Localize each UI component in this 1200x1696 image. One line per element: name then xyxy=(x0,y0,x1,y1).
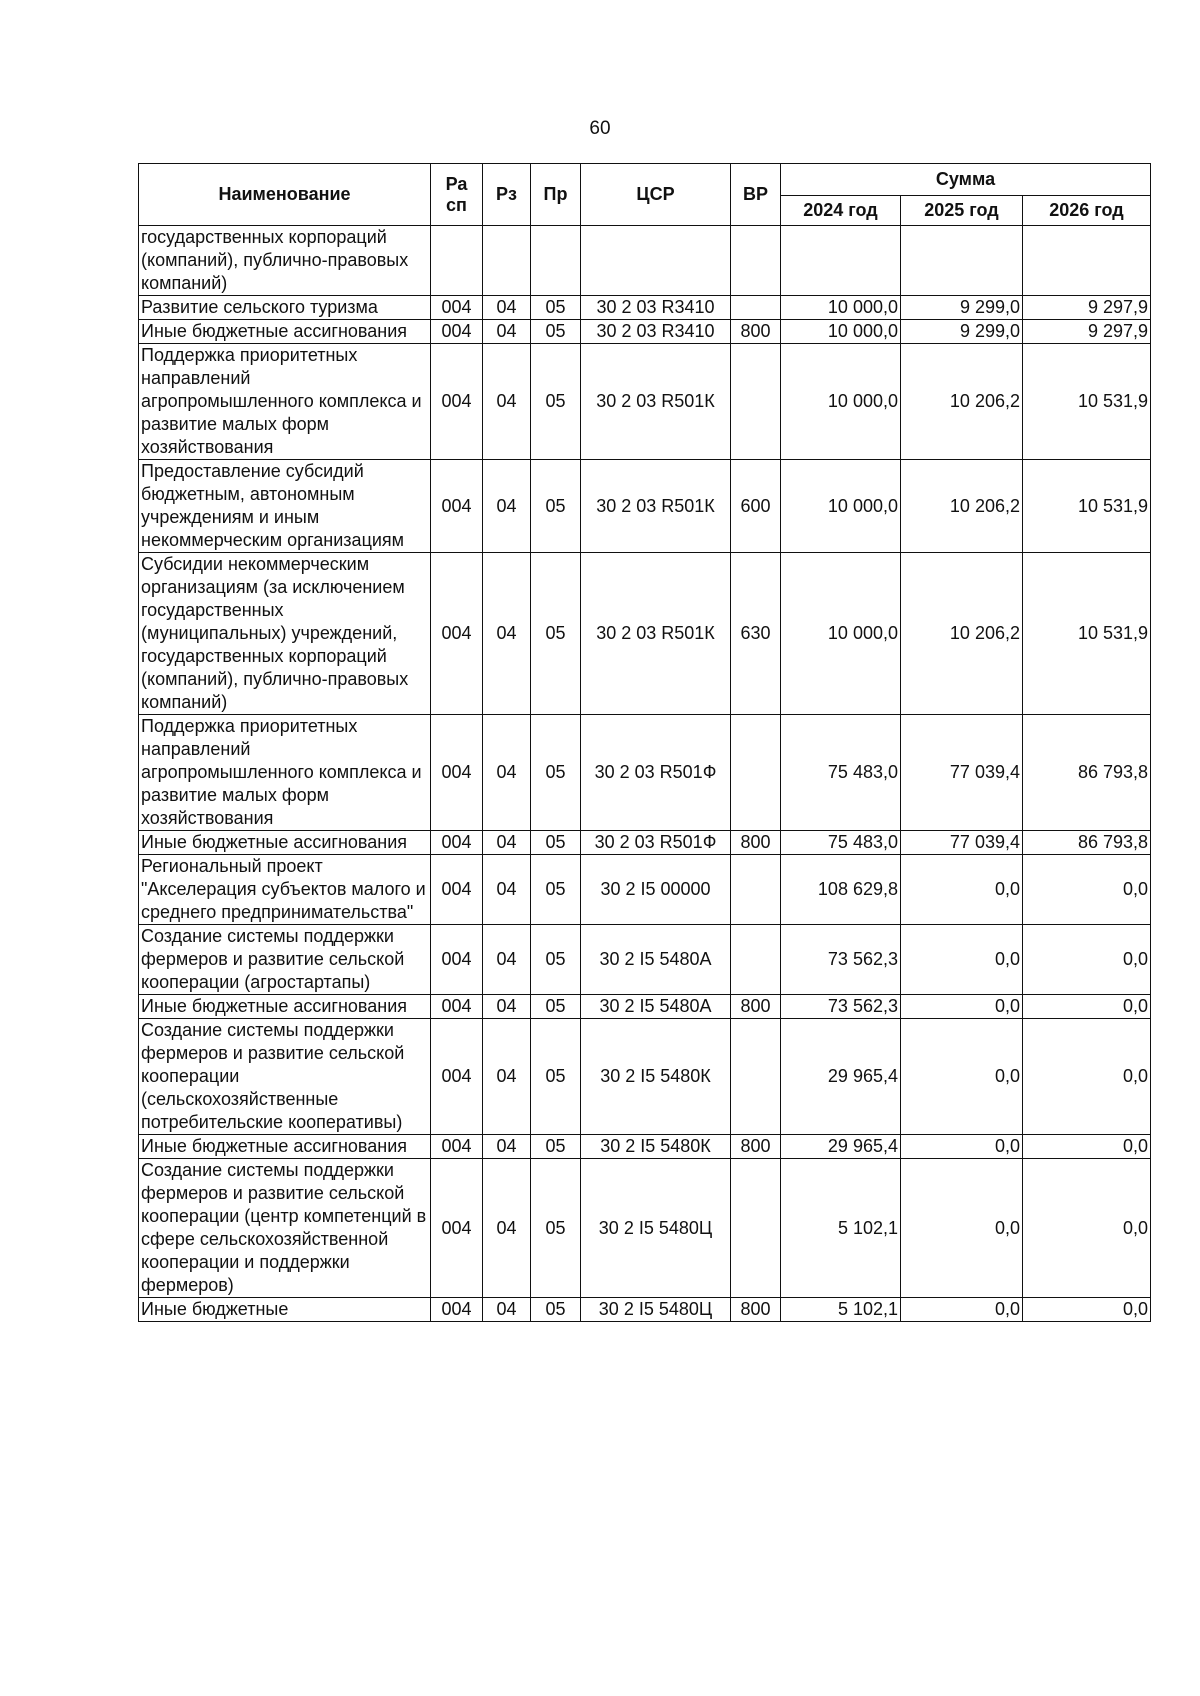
row-rasp: 004 xyxy=(431,296,483,320)
row-rasp: 004 xyxy=(431,1019,483,1135)
row-rz: 04 xyxy=(483,460,531,553)
row-csr: 30 2 03 R501Ф xyxy=(581,715,731,831)
row-name: Предоставление субсидий бюджетным, автономным учреждениям и иным некоммерческим организациям xyxy=(139,460,431,553)
row-rz: 04 xyxy=(483,296,531,320)
row-rasp: 004 xyxy=(431,1159,483,1298)
row-2026 xyxy=(1023,226,1151,296)
row-vr: 800 xyxy=(731,320,781,344)
row-rz xyxy=(483,226,531,296)
row-rz: 04 xyxy=(483,1135,531,1159)
row-rz: 04 xyxy=(483,715,531,831)
row-2025: 0,0 xyxy=(901,925,1023,995)
row-2025: 10 206,2 xyxy=(901,553,1023,715)
row-2026: 0,0 xyxy=(1023,1298,1151,1322)
table-row xyxy=(139,320,1151,344)
row-2025: 0,0 xyxy=(901,1019,1023,1135)
row-pr: 05 xyxy=(531,855,581,925)
row-pr: 05 xyxy=(531,553,581,715)
row-rz: 04 xyxy=(483,320,531,344)
table-row xyxy=(139,553,1151,715)
row-csr: 30 2 I5 5480К xyxy=(581,1135,731,1159)
row-rasp: 004 xyxy=(431,831,483,855)
row-2025: 9 299,0 xyxy=(901,296,1023,320)
row-name: Иные бюджетные ассигнования xyxy=(139,1135,431,1159)
row-rasp: 004 xyxy=(431,925,483,995)
row-2026: 0,0 xyxy=(1023,855,1151,925)
row-2026: 0,0 xyxy=(1023,1159,1151,1298)
row-vr xyxy=(731,855,781,925)
row-rz: 04 xyxy=(483,925,531,995)
row-rasp: 004 xyxy=(431,320,483,344)
row-pr: 05 xyxy=(531,715,581,831)
header-name: Наименование xyxy=(139,164,431,226)
row-name: государственных корпораций (компаний), публично-правовых компаний) xyxy=(139,226,431,296)
row-name: Развитие сельского туризма xyxy=(139,296,431,320)
row-2026: 9 297,9 xyxy=(1023,296,1151,320)
table-row xyxy=(139,995,1151,1019)
row-csr: 30 2 03 R3410 xyxy=(581,320,731,344)
row-csr: 30 2 I5 5480Ц xyxy=(581,1159,731,1298)
row-pr: 05 xyxy=(531,320,581,344)
row-vr xyxy=(731,226,781,296)
row-csr: 30 2 03 R501Ф xyxy=(581,831,731,855)
row-pr: 05 xyxy=(531,344,581,460)
row-2026: 10 531,9 xyxy=(1023,344,1151,460)
table-row xyxy=(139,715,1151,831)
row-csr: 30 2 I5 5480Ц xyxy=(581,1298,731,1322)
row-name: Создание системы поддержки фермеров и развитие сельской кооперации (агростартапы) xyxy=(139,925,431,995)
row-rasp: 004 xyxy=(431,1298,483,1322)
row-2025: 0,0 xyxy=(901,855,1023,925)
header-row-1 xyxy=(139,164,1151,196)
row-2024: 10 000,0 xyxy=(781,296,901,320)
row-2025: 10 206,2 xyxy=(901,460,1023,553)
header-2025: 2025 год xyxy=(901,196,1023,226)
row-csr: 30 2 I5 5480А xyxy=(581,995,731,1019)
row-2024: 10 000,0 xyxy=(781,553,901,715)
table-row xyxy=(139,831,1151,855)
row-rz: 04 xyxy=(483,855,531,925)
row-2026: 86 793,8 xyxy=(1023,831,1151,855)
row-vr: 600 xyxy=(731,460,781,553)
row-rasp: 004 xyxy=(431,1135,483,1159)
row-pr: 05 xyxy=(531,1298,581,1322)
row-2026: 9 297,9 xyxy=(1023,320,1151,344)
header-pr: Пр xyxy=(531,164,581,226)
row-name: Субсидии некоммерческим организациям (за исключением государственных (муниципальных) учреждений, государственных корпораций (компаний), публично-правовых компаний) xyxy=(139,553,431,715)
row-pr: 05 xyxy=(531,460,581,553)
row-pr: 05 xyxy=(531,925,581,995)
row-2024: 5 102,1 xyxy=(781,1159,901,1298)
row-2026: 86 793,8 xyxy=(1023,715,1151,831)
row-rz: 04 xyxy=(483,831,531,855)
row-2025: 9 299,0 xyxy=(901,320,1023,344)
table-row xyxy=(139,296,1151,320)
row-rz: 04 xyxy=(483,1298,531,1322)
row-vr xyxy=(731,296,781,320)
row-csr: 30 2 I5 00000 xyxy=(581,855,731,925)
row-2024: 73 562,3 xyxy=(781,925,901,995)
row-2024: 75 483,0 xyxy=(781,715,901,831)
row-csr: 30 2 I5 5480К xyxy=(581,1019,731,1135)
row-rz: 04 xyxy=(483,995,531,1019)
table-row xyxy=(139,1298,1151,1322)
row-name: Создание системы поддержки фермеров и развитие сельской кооперации (сельскохозяйственные потребительские кооперативы) xyxy=(139,1019,431,1135)
row-2024: 10 000,0 xyxy=(781,460,901,553)
table-row xyxy=(139,460,1151,553)
header-2024: 2024 год xyxy=(781,196,901,226)
row-vr xyxy=(731,925,781,995)
row-2024: 10 000,0 xyxy=(781,320,901,344)
row-rz: 04 xyxy=(483,553,531,715)
row-vr: 800 xyxy=(731,1298,781,1322)
row-2024: 29 965,4 xyxy=(781,1135,901,1159)
row-2024: 29 965,4 xyxy=(781,1019,901,1135)
row-2026: 0,0 xyxy=(1023,995,1151,1019)
row-csr: 30 2 03 R501К xyxy=(581,344,731,460)
row-2024: 108 629,8 xyxy=(781,855,901,925)
row-pr xyxy=(531,226,581,296)
row-2025 xyxy=(901,226,1023,296)
row-2026: 0,0 xyxy=(1023,1019,1151,1135)
row-2025: 0,0 xyxy=(901,1135,1023,1159)
row-vr: 630 xyxy=(731,553,781,715)
row-vr: 800 xyxy=(731,831,781,855)
row-2025: 77 039,4 xyxy=(901,715,1023,831)
row-pr: 05 xyxy=(531,1135,581,1159)
row-vr xyxy=(731,1159,781,1298)
row-vr: 800 xyxy=(731,995,781,1019)
row-pr: 05 xyxy=(531,1019,581,1135)
row-pr: 05 xyxy=(531,831,581,855)
row-2024: 5 102,1 xyxy=(781,1298,901,1322)
row-name: Региональный проект "Акселерация субъектов малого и среднего предпринимательства" xyxy=(139,855,431,925)
page-number: 60 xyxy=(589,118,611,139)
row-2024: 75 483,0 xyxy=(781,831,901,855)
row-name: Создание системы поддержки фермеров и развитие сельской кооперации (центр компетенций в сфере сельскохозяйственной кооперации и поддержки фермеров) xyxy=(139,1159,431,1298)
row-rasp: 004 xyxy=(431,995,483,1019)
row-2025: 0,0 xyxy=(901,1159,1023,1298)
row-rz: 04 xyxy=(483,344,531,460)
row-name: Иные бюджетные ассигнования xyxy=(139,320,431,344)
row-2025: 10 206,2 xyxy=(901,344,1023,460)
row-rasp xyxy=(431,226,483,296)
row-rasp: 004 xyxy=(431,553,483,715)
header-2026: 2026 год xyxy=(1023,196,1151,226)
table-row xyxy=(139,1019,1151,1135)
row-2026: 10 531,9 xyxy=(1023,460,1151,553)
row-2025: 0,0 xyxy=(901,995,1023,1019)
row-vr xyxy=(731,1019,781,1135)
header-csr: ЦСР xyxy=(581,164,731,226)
row-rz: 04 xyxy=(483,1019,531,1135)
header-rasp: Ра сп xyxy=(431,164,483,226)
table-row xyxy=(139,855,1151,925)
table-row xyxy=(139,925,1151,995)
row-2025: 0,0 xyxy=(901,1298,1023,1322)
row-pr: 05 xyxy=(531,1159,581,1298)
row-2026: 0,0 xyxy=(1023,925,1151,995)
table-row xyxy=(139,1135,1151,1159)
row-rasp: 004 xyxy=(431,460,483,553)
row-2024: 73 562,3 xyxy=(781,995,901,1019)
row-rasp: 004 xyxy=(431,855,483,925)
row-name: Поддержка приоритетных направлений агропромышленного комплекса и развитие малых форм хозяйствования xyxy=(139,344,431,460)
row-csr: 30 2 03 R501К xyxy=(581,460,731,553)
row-csr: 30 2 I5 5480А xyxy=(581,925,731,995)
row-name: Иные бюджетные xyxy=(139,1298,431,1322)
row-2026: 10 531,9 xyxy=(1023,553,1151,715)
row-rz: 04 xyxy=(483,1159,531,1298)
budget-table xyxy=(138,163,1151,1322)
row-rasp: 004 xyxy=(431,715,483,831)
table-row xyxy=(139,344,1151,460)
header-summa: Сумма xyxy=(781,164,1151,196)
row-csr: 30 2 03 R501К xyxy=(581,553,731,715)
row-2025: 77 039,4 xyxy=(901,831,1023,855)
row-name: Иные бюджетные ассигнования xyxy=(139,995,431,1019)
row-vr xyxy=(731,344,781,460)
table-row xyxy=(139,226,1151,296)
row-name: Иные бюджетные ассигнования xyxy=(139,831,431,855)
header-vr: ВР xyxy=(731,164,781,226)
row-rasp: 004 xyxy=(431,344,483,460)
row-2024: 10 000,0 xyxy=(781,344,901,460)
row-vr xyxy=(731,715,781,831)
row-2026: 0,0 xyxy=(1023,1135,1151,1159)
row-vr: 800 xyxy=(731,1135,781,1159)
row-csr: 30 2 03 R3410 xyxy=(581,296,731,320)
row-name: Поддержка приоритетных направлений агропромышленного комплекса и развитие малых форм хозяйствования xyxy=(139,715,431,831)
table-row xyxy=(139,1159,1151,1298)
header-rz: Рз xyxy=(483,164,531,226)
row-pr: 05 xyxy=(531,995,581,1019)
row-pr: 05 xyxy=(531,296,581,320)
row-csr xyxy=(581,226,731,296)
row-2024 xyxy=(781,226,901,296)
